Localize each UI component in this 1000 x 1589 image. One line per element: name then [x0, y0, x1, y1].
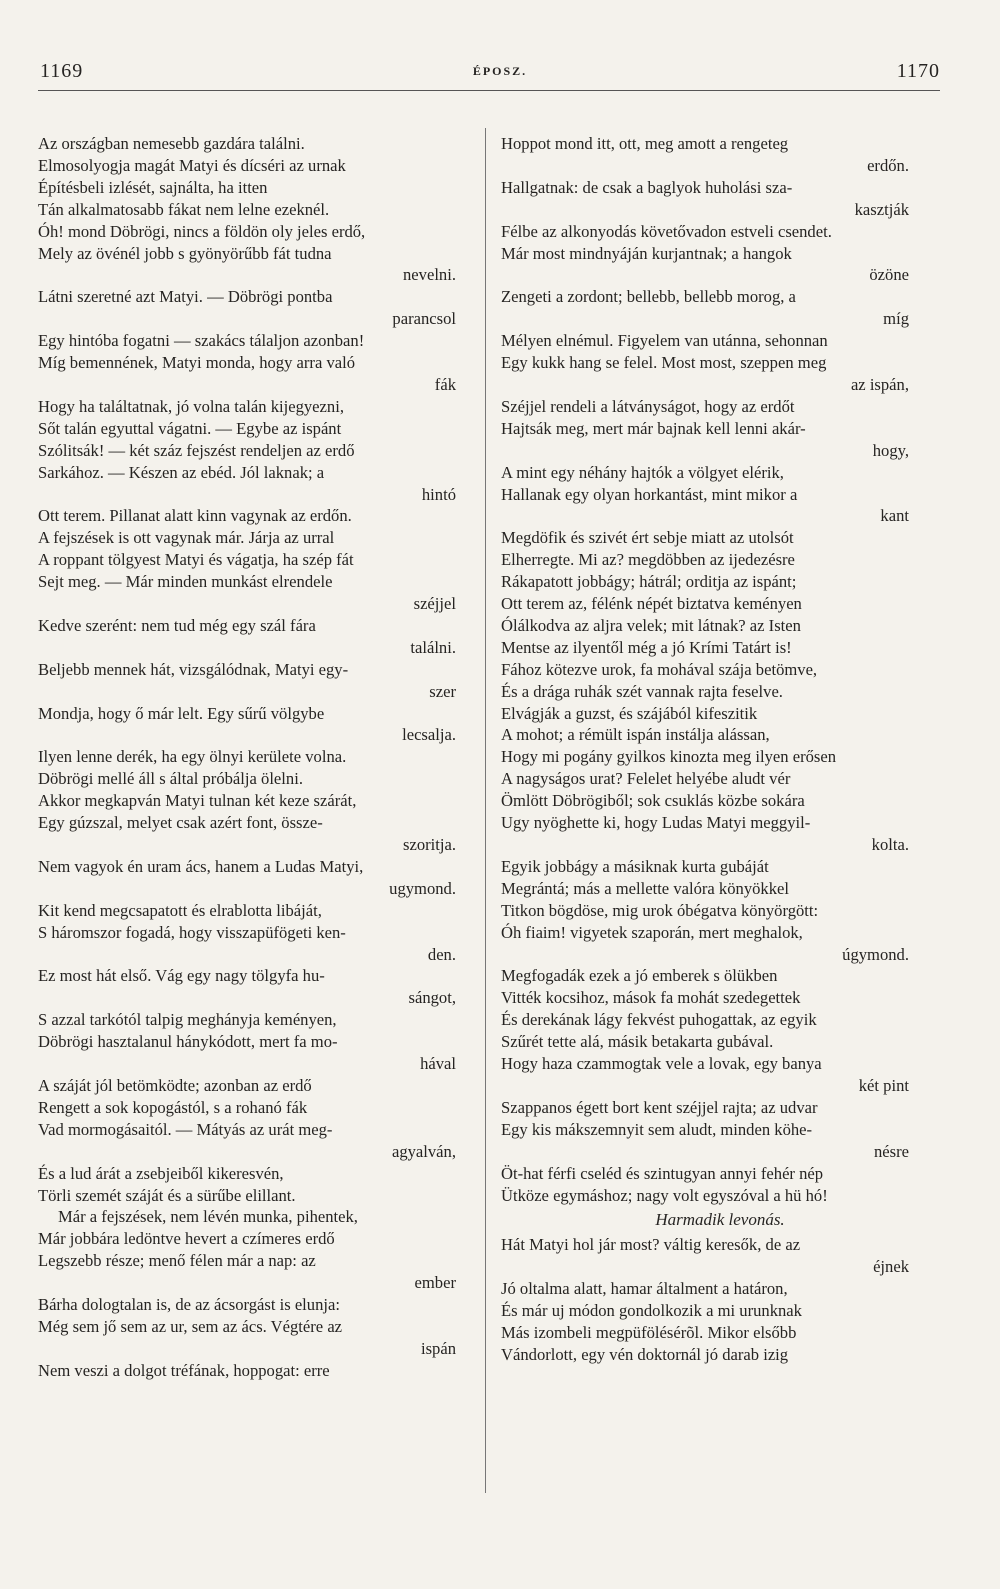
verse-line: Egy kis mákszemnyit sem aludt, minden köhe-	[501, 1119, 813, 1139]
verse-line: Az országban nemesebb gazdára találni.	[38, 134, 305, 153]
verse-line: És a drága ruhák szét vannak rajta feselve.	[501, 681, 783, 701]
verse-line-continuation: agyalván,	[391, 1141, 456, 1161]
verse-line: Széjjel rendeli a látványságot, hogy az erdőt	[501, 396, 795, 416]
verse-line: Egyik jobbágy a másiknak kurta gubáját	[501, 856, 769, 876]
verse-line: Ólálkodva az aljra velek; mit látnak? az Isten	[501, 615, 801, 635]
verse-line-continuation: míg	[883, 309, 909, 329]
verse-line: Míg bemennének, Matyi monda, hogy arra való	[38, 353, 356, 373]
verse-line: Titkon bögdöse, mig urok óbégatva könyörgött:	[501, 900, 819, 920]
right-column	[501, 133, 939, 1366]
verse-line: Hogy haza czammogtak vele a lovak, egy banya	[501, 1054, 822, 1074]
verse-line-continuation: ugymond.	[389, 878, 456, 898]
verse-line: Szűrét tette alá, másik betakarta gubával.	[501, 1032, 774, 1052]
verse-line: Nem vagyok én uram ács, hanem a Ludas Matyi,	[38, 856, 364, 876]
verse-line: Sőt talán egyuttal vágatni. — Egybe az ispánt	[38, 418, 342, 438]
verse-line: A száját jól betömködte; azonban az erdő	[38, 1075, 312, 1095]
verse-line: Nem veszi a dolgot tréfának, hoppogat: erre	[38, 1360, 330, 1380]
verse-line: Elvágják a guzst, és szájából kifeszitik	[501, 703, 758, 723]
verse-line: Óh! mond Döbrögi, nincs a földön oly jeles erdő,	[38, 221, 366, 241]
verse-line: Megrántá; más a mellette valóra könyökkel	[501, 878, 789, 898]
verse-line: Hogy mi pogány gyilkos kinozta meg ilyen erősen	[501, 747, 837, 767]
verse-line-continuation: úgymond.	[842, 944, 909, 964]
verse-line: Jó oltalma alatt, hamar általment a határon,	[501, 1279, 788, 1299]
verse-line: Megdöfik és szivét ért sebje miatt az utolsót	[501, 528, 794, 548]
verse-line-continuation: kant	[880, 506, 909, 526]
verse-line: Félbe az alkonyodás követővadon estveli csendet.	[501, 221, 832, 241]
verse-line: Bárha dologtalan is, de az ácsorgást is elunja:	[38, 1295, 340, 1315]
verse-line-continuation: szoritja.	[403, 835, 456, 854]
running-title: ÉPOSZ.	[472, 64, 528, 78]
verse-line: A mint egy néhány hajtók a völgyet elérik,	[501, 462, 784, 482]
verse-line-continuation: erdőn.	[867, 155, 909, 175]
verse-line: Kedve szerént: nem tud még egy szál fára	[38, 615, 316, 635]
verse-line: Vándorlott, egy vén doktornál jó darab izig	[501, 1344, 789, 1364]
verse-line: Zengeti a zordont; bellebb, bellebb morog, a	[501, 287, 796, 307]
verse-line: Rengett a sok kopogástól, s a rohanó fák	[38, 1097, 308, 1117]
verse-line: A nagyságos urat? Felelet helyébe aludt vér	[501, 769, 791, 789]
verse-line: Tán alkalmatosabb fákat nem lelne ezeknél.	[38, 199, 330, 219]
verse-line: Elmosolyogja magát Matyi és dícséri az urnak	[38, 155, 346, 175]
verse-line: Egy gúzszal, melyet csak azért font, össze-	[38, 813, 323, 833]
verse-line: Legszebb része; menő félen már a nap: az	[38, 1251, 316, 1271]
verse-line-continuation: két pint	[858, 1075, 909, 1095]
verse-line: Rákapatott jobbágy; hátrál; orditja az ispánt;	[501, 572, 797, 592]
verse-line: Sarkához. — Készen az ebéd. Jól laknak; a	[38, 462, 325, 482]
verse-line: S azzal tarkótól talpig meghányja keményen,	[38, 1010, 337, 1030]
verse-line-continuation: parancsol	[392, 309, 456, 329]
verse-line: A fejszések is ott vagynak már. Járja az urral	[38, 528, 335, 548]
verse-line: Még sem jő sem az ur, sem az ács. Végtére az	[38, 1316, 343, 1336]
verse-line-continuation: ispán	[420, 1338, 456, 1358]
verse-line: Szappanos égett bort kent széjjel rajta; az udvar	[501, 1097, 818, 1117]
verse-line: Vad mormogásaitól. — Mátyás az urát meg-	[38, 1119, 333, 1139]
left-page-number: 1169	[40, 60, 84, 82]
verse-line: Mentse az ilyentől még a jó Krími Tatárt is!	[501, 637, 792, 657]
verse-line: Ott terem. Pillanat alatt kinn vagynak az erdőn.	[38, 506, 352, 526]
verse-line-continuation: sángot,	[408, 988, 456, 1008]
verse-line: Más izombeli megpüfölésérõl. Mikor elsőbb	[501, 1322, 797, 1342]
verse-line-continuation: hogy,	[872, 440, 909, 460]
verse-line: Törli szemét száját és a sürűbe elillant.	[38, 1185, 296, 1205]
verse-line: Ez most hát első. Vág egy nagy tölgyfa hu-	[38, 966, 325, 986]
verse-line: Ömlött Döbrögiből; sok csuklás közbe sokára	[501, 791, 805, 811]
verse-line-continuation: az ispán,	[850, 374, 909, 394]
verse-line: Szólitsák! — két száz fejszést rendeljen az erdő	[38, 440, 355, 460]
verse-line-continuation: den.	[427, 944, 456, 964]
verse-line: Akkor megkapván Matyi tulnan két keze szárát,	[38, 791, 357, 811]
verse-line: Már jobbára ledöntve hevert a czímeres erdő	[38, 1229, 335, 1249]
verse-line: Hoppot mond itt, ott, meg amott a rengeteg	[501, 134, 789, 153]
verse-line: Hallgatnak: de csak a baglyok huholási sza-	[501, 177, 793, 197]
verse-line-continuation: kasztják	[854, 199, 909, 219]
verse-line: Hajtsák meg, mert már bajnak kell lenni akár-	[501, 418, 806, 438]
verse-line-continuation: kolta.	[871, 835, 909, 854]
verse-line: Megfogadák ezek a jó emberek s ölükben	[501, 966, 778, 986]
verse-line-continuation: széjjel	[413, 594, 456, 614]
verse-line: A roppant tölgyest Matyi és vágatja, ha szép fát	[38, 550, 354, 570]
verse-line: Egy kukk hang se felel. Most most, szeppen meg	[501, 353, 827, 373]
verse-line: És derekának lágy fekvést puhogattak, az egyik	[501, 1010, 817, 1030]
verse-line: Vitték kocsihoz, mások fa mohát szedegettek	[501, 988, 801, 1008]
verse-line: Mondja, hogy ő már lelt. Egy sűrű völgybe	[38, 703, 325, 723]
header-rule	[38, 90, 940, 91]
verse-line-continuation: nevelni.	[403, 265, 456, 285]
verse-line: Hallanak egy olyan horkantást, mint mikor a	[501, 484, 798, 504]
verse-line: Már most mindnyáján kurjantnak; a hangok	[501, 243, 792, 263]
verse-line: Hogy ha találtatnak, jó volna talán kijegyezni,	[38, 396, 344, 416]
verse-line-continuation: hintó	[421, 484, 456, 504]
verse-line: Sejt meg. — Már minden munkást elrendele	[38, 572, 333, 592]
verse-line: Öt-hat férfi cseléd és szintugyan annyi fehér nép	[501, 1163, 824, 1183]
verse-line: Már a fejszések, nem lévén munka, pihentek,	[58, 1207, 358, 1227]
verse-line-continuation: találni.	[410, 637, 456, 657]
verse-line: Döbrögi hasztalanul hánykódott, mert fa mo-	[38, 1032, 338, 1052]
verse-line-continuation: hával	[420, 1054, 456, 1074]
verse-line-continuation: ember	[414, 1273, 456, 1293]
verse-line: Ilyen lenne derék, ha egy ölnyi kerülete volna.	[38, 747, 347, 767]
verse-line: Mélyen elnémul. Figyelem van utánna, sehonnan	[501, 331, 828, 351]
verse-line: A mohot; a rémült ispán instálja alássan,	[501, 725, 770, 745]
verse-line-continuation: nésre	[873, 1141, 909, 1161]
verse-line: Óh fiaim! vigyetek szaporán, mert meghalok,	[501, 922, 803, 942]
verse-line: Hát Matyi hol jár most? váltig keresők, de az	[501, 1235, 801, 1255]
verse-line: Ütköze egymáshoz; nagy volt egyszóval a hü hó!	[501, 1185, 828, 1205]
verse-line: És már uj módon gondolkozik a mi urunknak	[501, 1301, 802, 1321]
verse-line-continuation: éjnek	[873, 1257, 909, 1277]
page-header	[0, 0, 1000, 95]
column-divider	[485, 128, 486, 1493]
verse-line-continuation: lecsalja.	[402, 725, 456, 745]
verse-line: Látni szeretné azt Matyi. — Döbrögi pontba	[38, 287, 333, 307]
verse-line-continuation: fák	[434, 374, 456, 394]
verse-line: Beljebb mennek hát, vizsgálódnak, Matyi egy-	[38, 659, 349, 679]
verse-line: Döbrögi mellé áll s által próbálja ölelni.	[38, 769, 303, 789]
verse-line: Fához kötezve urok, fa mohával szája betömve,	[501, 659, 818, 679]
right-page-number: 1170	[896, 60, 940, 82]
verse-line: S háromszor fogadá, hogy visszapüfögeti ken-	[38, 922, 346, 942]
verse-line: Kit kend megcsapatott és elrablotta libáját,	[38, 900, 322, 920]
verse-line: Ott terem az, félénk népét biztatva keményen	[501, 594, 802, 614]
verse-line: Mely az övénél jobb s gyönyörűbb fát tudna	[38, 243, 332, 263]
left-column	[38, 133, 470, 1382]
verse-line: Ugy nyöghette ki, hogy Ludas Matyi meggyil-	[501, 813, 811, 833]
verse-line: Építésbeli izlését, sajnálta, ha itten	[38, 177, 268, 197]
verse-line-continuation: szer	[429, 681, 456, 701]
verse-line: Egy hintóba fogatni — szakács tálaljon azonban!	[38, 331, 365, 351]
verse-line: És a lud árát a zsebjeiből kikeresvén,	[38, 1163, 284, 1183]
verse-line-continuation: özöne	[869, 265, 909, 285]
section-heading: Harmadik levonás.	[655, 1210, 785, 1230]
verse-line: Elherregte. Mi az? megdöbben az ijedezésre	[501, 550, 795, 570]
